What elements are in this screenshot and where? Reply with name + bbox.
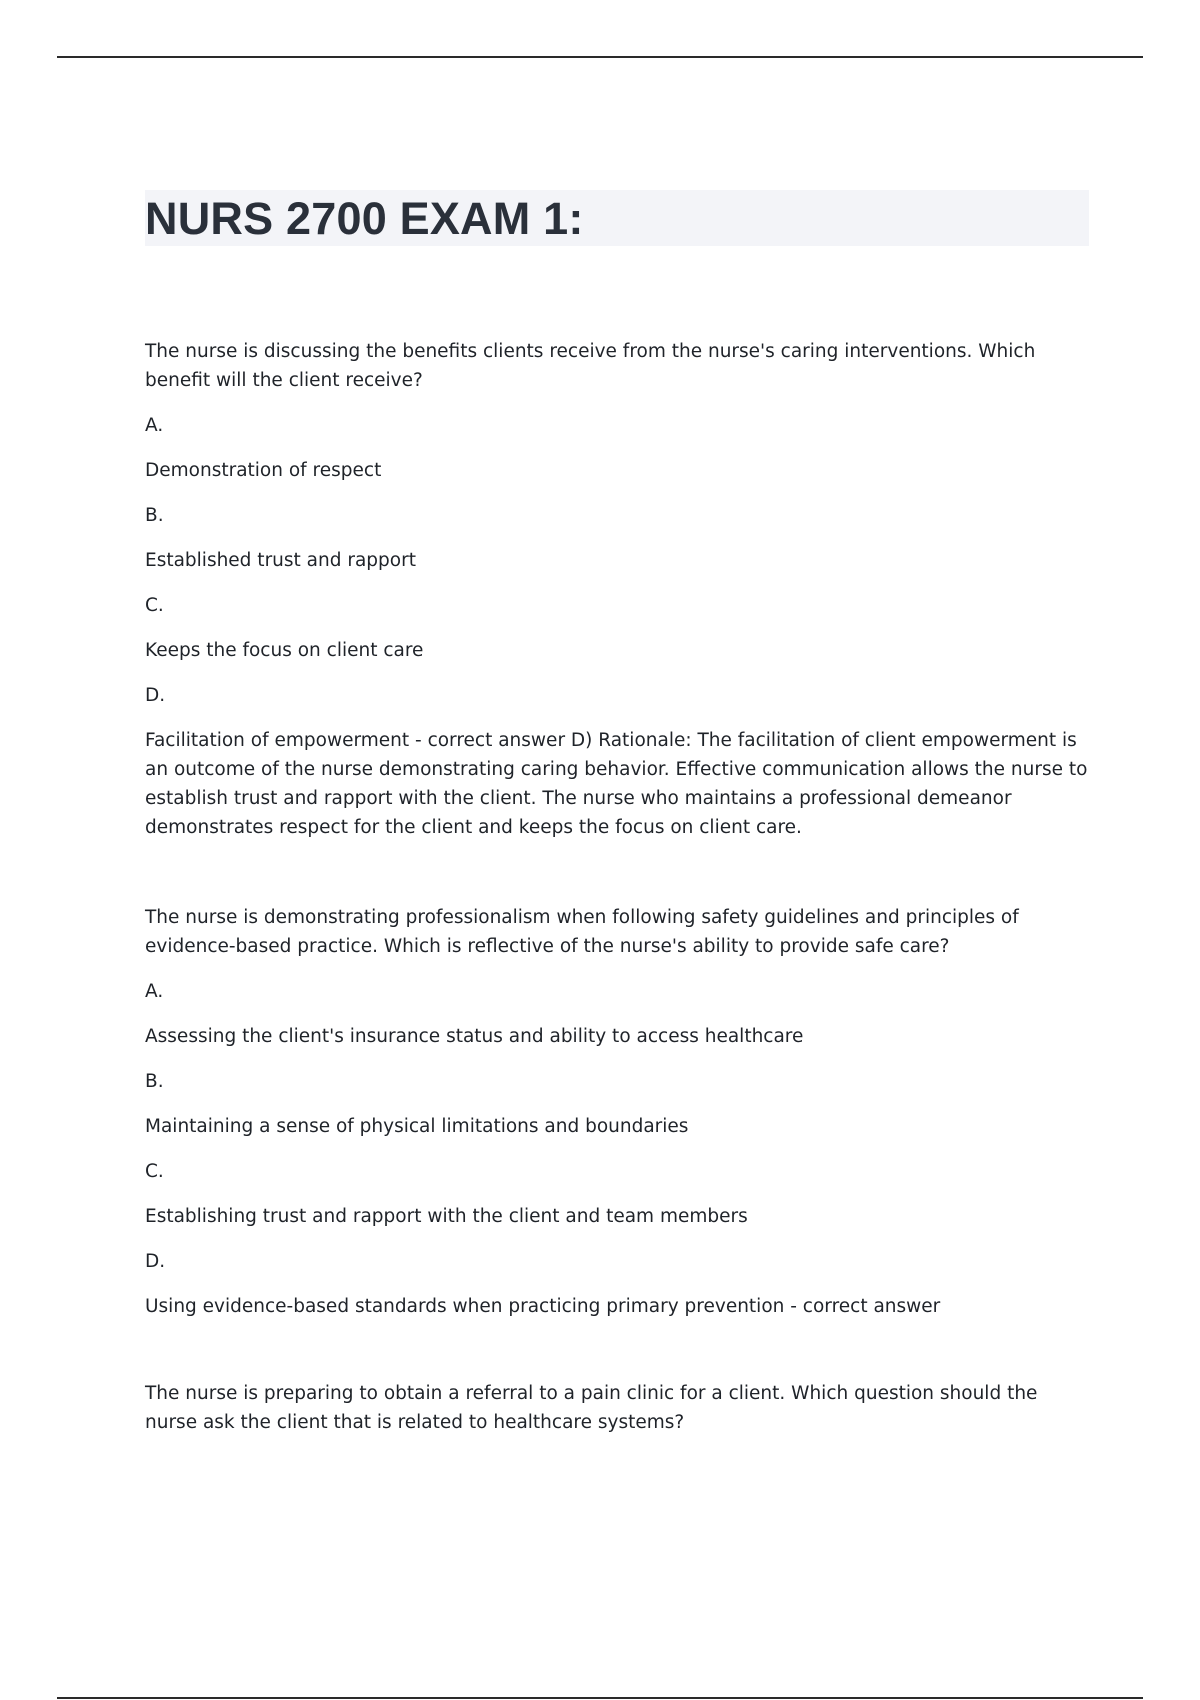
option-text-c: Keeps the focus on client care bbox=[145, 640, 424, 661]
bottom-rule bbox=[57, 1697, 1143, 1699]
question-stem: The nurse is demonstrating professionalism when following safety guidelines and principles of evidence-based practice. Which is reflective of the nurse's ability to provide safe care? bbox=[145, 907, 1019, 957]
top-rule bbox=[57, 56, 1143, 58]
option-letter-c: C. bbox=[145, 595, 164, 616]
option-letter-d: D. bbox=[145, 685, 166, 706]
option-text-c: Establishing trust and rapport with the client and team members bbox=[145, 1206, 748, 1227]
option-letter-a: A. bbox=[145, 981, 164, 1002]
option-letter-a: A. bbox=[145, 415, 164, 436]
option-letter-b: B. bbox=[145, 1071, 164, 1092]
option-text-b: Established trust and rapport bbox=[145, 550, 416, 571]
option-text-a: Assessing the client's insurance status and ability to access healthcare bbox=[145, 1026, 804, 1047]
question-2 bbox=[145, 903, 1095, 1321]
page-title: NURS 2700 EXAM 1: bbox=[145, 193, 584, 244]
question-stem: The nurse is preparing to obtain a referral to a pain clinic for a client. Which question should the nurse ask the client that is related to healthcare systems? bbox=[145, 1383, 1038, 1433]
question-stem: The nurse is discussing the benefits clients receive from the nurse's caring interventions. Which benefit will the client receive? bbox=[145, 341, 1036, 391]
option-letter-c: C. bbox=[145, 1161, 164, 1182]
document-body bbox=[145, 337, 1095, 1437]
option-text-a: Demonstration of respect bbox=[145, 460, 382, 481]
option-text-b: Maintaining a sense of physical limitations and boundaries bbox=[145, 1116, 689, 1137]
option-text-d: Using evidence-based standards when practicing primary prevention - correct answer bbox=[145, 1296, 941, 1317]
option-letter-d: D. bbox=[145, 1251, 166, 1272]
question-1 bbox=[145, 337, 1095, 842]
question-3 bbox=[145, 1379, 1095, 1437]
option-letter-b: B. bbox=[145, 505, 164, 526]
option-text-d-answer: Facilitation of empowerment - correct answer D) Rationale: The facilitation of client empowerment is an outcome of the nurse demonstrating caring behavior. Effective communication allows the nurse to establish trust and rapport with the client. The nurse who maintains a professional demeanor demonstrates respect for the client and keeps the focus on client care. bbox=[145, 730, 1088, 838]
